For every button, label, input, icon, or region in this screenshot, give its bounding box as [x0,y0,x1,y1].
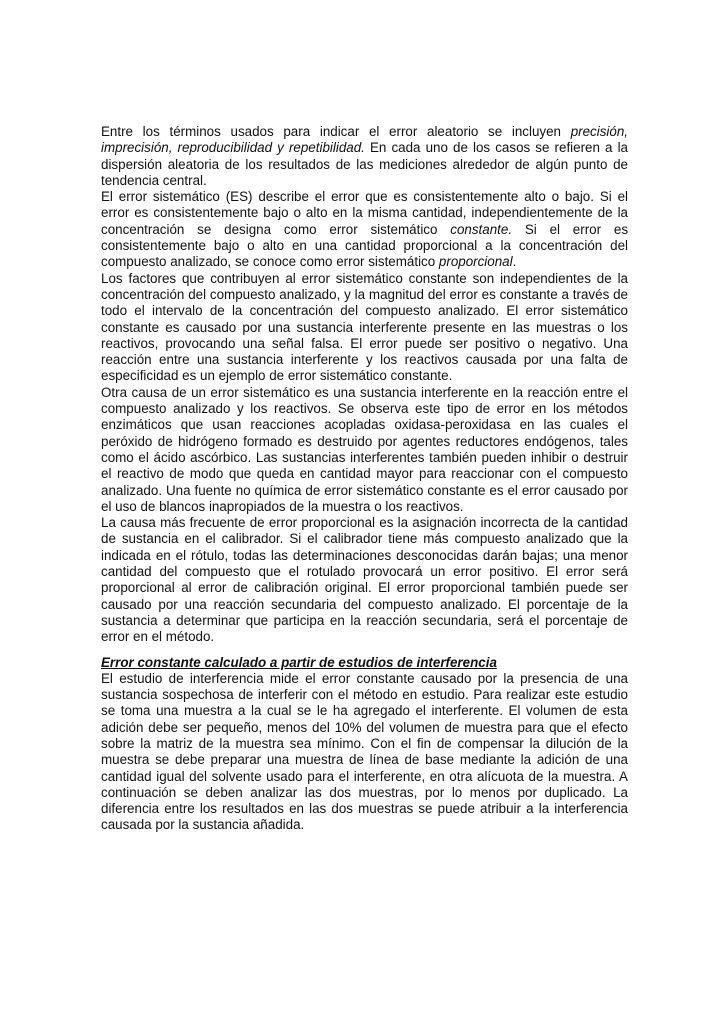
paragraph-systematic-error [101,189,628,270]
text-run: Otra causa de un error sistemático es una sustancia interferente en la reacción entre el compuesto analizado y los reactivos. Se observa este tipo de error en los métodos enzimáticos que usan reacciones acopladas oxidasa-peroxidasa en las cuales el peróxido de hidrógeno formado es destruido por agentes reductores endógenos, tales como el ácido ascórbico. Las sustancias interferentes también pueden inhibir o destruir el reactivo de modo que queda en cantidad mayor para reaccionar con el compuesto analizado. Una fuente no química de error sistemático constante es el error causado por el uso de blancos inapropiados de la muestra o los reactivos. [101,384,628,514]
paragraph-proportional-error [101,515,628,645]
text-run: En cada uno de los casos se refieren a la dispersión aleatoria de los resultados de las mediciones alrededor de algún punto de tendencia central. [101,140,628,188]
text-run: . [512,254,517,270]
section-heading: Error constante calculado a partir de estudios de interferencia [101,654,497,670]
paragraph-interferent-cause [101,385,628,515]
text-run: Si el error es consistentemente bajo o alto en una cantidad proporcional a la concentración del compuesto analizado, se conoce como error sistemático [101,221,629,270]
paragraph-interference-study: El estudio de interferencia mide el error constante causado por la presencia de una sustancia sospechosa de interferir con el método en estudio. Para realizar este estudio se toma una muestra a la cual se le ha agregado el interferente. El volumen de esta adición debe ser pequeño, menos del 10% del volumen de muestra para que el efecto sobre la matriz de la muestra sea mínimo. Con el fin de compensar la dilución de la muestra se debe preparar una muestra de línea de base mediante la adición de una cantidad igual del solvente usado para el interferente, en otra alícuota de la muestra. A continuación se deben analizar las dos muestras, por lo menos por duplicado. La diferencia entre los resultados en las dos muestras se puede atribuir a la interferencia causada por la sustancia añadida. [101,670,628,833]
text-run: El error sistemático (ES) describe el error que es consistentemente alto o bajo. Si el error es consistentemente bajo o alto en la misma cantidad, independientemente de la concentración se designa como error sistemático [101,189,628,237]
text-run: La causa más frecuente de error proporcional es la asignación incorrecta de la cantidad de sustancia en el calibrador. Si el calibrador tiene más compuesto analizado que la indicada en el rótulo, todas las determinaciones desconocidas darán bajas; una menor cantidad del compuesto que el rotulado provocará un error positivo. El error será proporcional al error de calibración original. El error proporcional también puede ser causado por una reacción secundaria del compuesto analizado. El porcentaje de la sustancia a determinar que participa en la reacción secundaria, será el porcentaje de error en el método. [101,515,628,645]
italic-term-proportional: proporcional [438,254,513,270]
text-run: Entre los términos usados para indicar el error aleatorio se incluyen [101,124,571,139]
paragraph-constant-error-factors [101,271,628,385]
italic-terms: precisión, imprecisión, reproducibilidad y repetibilidad. [101,124,628,156]
paragraph-random-error [101,124,628,189]
text-run: Los factores que contribuyen al error sistemático constante son independientes de la concentración del compuesto analizado, y la magnitud del error es constante a través de todo el intervalo de la concentración del compuesto analizado. El error sistemático constante es causado por una sustancia interferente presente en las muestras o los reactivos, provocando una señal falsa. El error puede ser positivo o negativo. Una reacción entre una sustancia interferente y los reactivos causada por una falta de especificidad es un ejemplo de error sistemático constante. [101,270,628,384]
document-body [101,124,628,834]
italic-term-constant: constante. [450,221,513,237]
